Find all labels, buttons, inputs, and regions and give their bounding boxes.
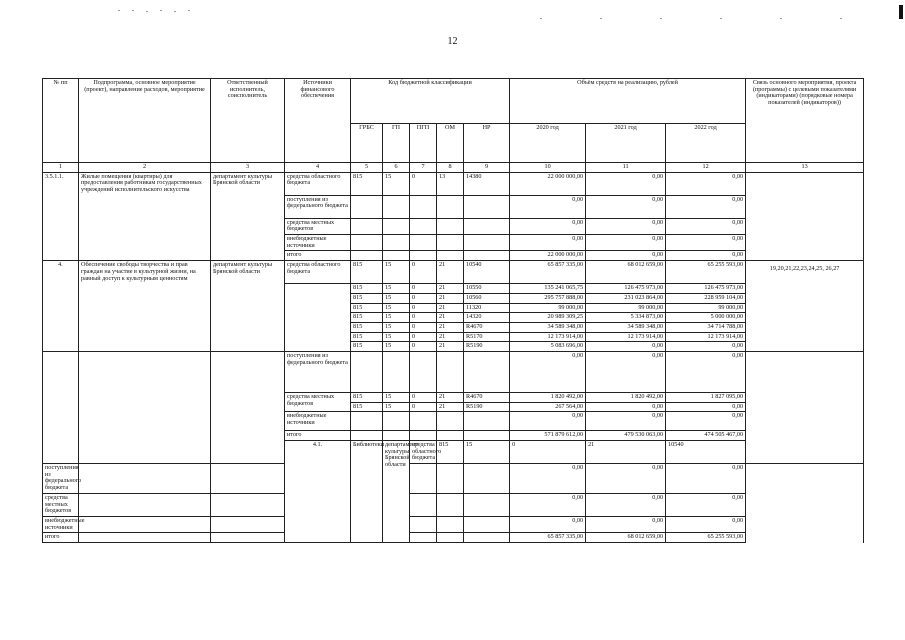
- value-2021: 68 012 659,00: [586, 261, 666, 284]
- source-label: средства областного бюджета: [285, 172, 351, 195]
- total-2020: 65 857 335,00: [510, 533, 586, 543]
- om-cell: 21: [437, 402, 464, 412]
- value-2022: 0,00: [666, 351, 746, 392]
- value-2021: 0,00: [586, 195, 666, 218]
- gp-cell: 15: [383, 322, 410, 332]
- grbs-cell: 815: [351, 261, 383, 284]
- value-2021: 5 334 873,00: [586, 313, 666, 323]
- measure-name: Обеспечение свободы творчества и прав граждан на участие в культурной жизни, на равный доступ к культурным ценностям: [79, 261, 211, 352]
- source-label: внебюджетные источники: [43, 516, 79, 532]
- value-2022: 65 255 593,00: [666, 261, 746, 284]
- value-2021: 0,00: [586, 464, 666, 494]
- pgp-cell: 0: [410, 313, 437, 323]
- responsible-empty: [211, 351, 285, 463]
- total-2022: 474 505 467,00: [666, 431, 746, 441]
- value-2022: 5 000 000,00: [666, 313, 746, 323]
- col-number: 9: [464, 163, 510, 173]
- source-label: итого: [285, 251, 351, 261]
- source-label: итого: [43, 533, 79, 543]
- year-2021-header: 2021 год: [586, 124, 666, 163]
- col-number: 8: [437, 163, 464, 173]
- value-2021: 0,00: [586, 235, 666, 251]
- value-2020: 0,00: [510, 235, 586, 251]
- col-number: 2: [79, 163, 211, 173]
- om-cell: 21: [586, 441, 666, 464]
- value-2020: 20 989 309,25: [510, 313, 586, 323]
- scan-noise: [0, 8, 905, 22]
- col-number: 4: [285, 163, 351, 173]
- row-number-empty: [43, 351, 79, 463]
- om-cell: 21: [437, 284, 464, 294]
- gp-cell: 15: [464, 441, 510, 464]
- grbs-cell: 815: [351, 303, 383, 313]
- value-2021: 99 000,00: [586, 303, 666, 313]
- row-number: 3.5.1.1.: [43, 172, 79, 260]
- gp-header: ГП: [383, 124, 410, 163]
- nr-cell: 10540: [464, 261, 510, 284]
- grbs-cell: 815: [351, 293, 383, 303]
- col-number: 1: [43, 163, 79, 173]
- nr-cell: 14380: [464, 172, 510, 195]
- value-2021: 1 820 492,00: [586, 392, 666, 402]
- value-2021: 0,00: [586, 218, 666, 234]
- pgp-cell: 0: [410, 261, 437, 284]
- source-label: поступления из федерального бюджета: [285, 195, 351, 218]
- col-responsible-header: Ответственный исполнитель, соисполнитель: [211, 79, 285, 163]
- value-2020: 1 820 492,00: [510, 392, 586, 402]
- year-2022-header: 2022 год: [666, 124, 746, 163]
- pgp-cell: 0: [410, 322, 437, 332]
- source-label: средства областного бюджета: [285, 261, 351, 284]
- grbs-cell: 815: [437, 441, 464, 464]
- pgp-cell: 0: [410, 284, 437, 294]
- value-2021: 0,00: [586, 412, 666, 431]
- gp-cell: 15: [383, 261, 410, 284]
- pgp-header: ПГП: [410, 124, 437, 163]
- value-2020: 0,00: [510, 516, 586, 532]
- value-2021: 231 023 864,00: [586, 293, 666, 303]
- indicator-cell: [746, 351, 864, 463]
- gp-cell: 15: [383, 303, 410, 313]
- value-2021: 0,00: [586, 172, 666, 195]
- budget-code-header: Код бюджетной классификации: [351, 79, 510, 124]
- pgp-cell: 0: [410, 392, 437, 402]
- pgp-cell: 0: [410, 172, 437, 195]
- value-2020: 12 173 914,00: [510, 332, 586, 342]
- gp-cell: 15: [383, 172, 410, 195]
- nr-cell: 10540: [666, 441, 746, 464]
- nr-cell: 10560: [464, 293, 510, 303]
- budget-table: [42, 78, 864, 543]
- table-row: [43, 493, 864, 516]
- table-row: [43, 464, 864, 494]
- value-2022: 12 173 914,00: [666, 332, 746, 342]
- nr-cell: 11320: [464, 303, 510, 313]
- pgp-cell: 0: [410, 402, 437, 412]
- value-2020: 135 241 065,75: [510, 284, 586, 294]
- table-row: [43, 261, 864, 284]
- pgp-cell: 0: [410, 332, 437, 342]
- value-2021: 12 173 914,00: [586, 332, 666, 342]
- column-number-row: [43, 163, 864, 173]
- nr-cell: R5170: [464, 332, 510, 342]
- value-2022: 0,00: [666, 402, 746, 412]
- col-number: 7: [410, 163, 437, 173]
- measure-name: Библиотеки: [351, 441, 383, 543]
- value-2020: 295 757 888,00: [510, 293, 586, 303]
- nr-cell: R5190: [464, 342, 510, 352]
- row-number: 4.: [43, 261, 79, 352]
- value-2021: 0,00: [586, 351, 666, 392]
- total-2021: 68 012 659,00: [586, 533, 666, 543]
- scan-edge-mark: [899, 5, 903, 19]
- om-cell: 21: [437, 303, 464, 313]
- gp-cell: 15: [383, 332, 410, 342]
- col-number: 6: [383, 163, 410, 173]
- value-2020: 34 589 348,00: [510, 322, 586, 332]
- source-label: поступления из федерального бюджета: [285, 351, 351, 392]
- responsible-cell: департамент культуры Брянской области: [383, 441, 410, 543]
- value-2022: 99 000,00: [666, 303, 746, 313]
- value-2020: 65 857 335,00: [510, 261, 586, 284]
- om-cell: 21: [437, 293, 464, 303]
- indicator-cell: [746, 172, 864, 260]
- pgp-cell: 0: [510, 441, 586, 464]
- source-label: средства местных бюджетов: [285, 218, 351, 234]
- om-cell: 21: [437, 392, 464, 402]
- source-label: средства местных бюджетов: [43, 493, 79, 516]
- value-2022: 126 475 973,00: [666, 284, 746, 294]
- om-cell: 21: [437, 332, 464, 342]
- source-label: итого: [285, 431, 351, 441]
- grbs-cell: 815: [351, 284, 383, 294]
- om-cell: 21: [437, 322, 464, 332]
- pgp-cell: 0: [410, 342, 437, 352]
- source-label: внебюджетные источники: [285, 235, 351, 251]
- value-2022: 0,00: [666, 342, 746, 352]
- gp-cell: 15: [383, 293, 410, 303]
- value-2022: 0,00: [666, 172, 746, 195]
- value-2021: 34 589 348,00: [586, 322, 666, 332]
- gp-cell: 15: [383, 402, 410, 412]
- value-2020: 22 000 000,00: [510, 172, 586, 195]
- value-2021: 126 475 973,00: [586, 284, 666, 294]
- grbs-cell: 815: [351, 322, 383, 332]
- grbs-header: ГРБС: [351, 124, 383, 163]
- value-2022: 34 714 788,00: [666, 322, 746, 332]
- indicator-cell: 19,20,21,22,23,24,25, 26,27: [746, 261, 864, 352]
- value-2020: 0,00: [510, 195, 586, 218]
- source-label: средства местных бюджетов: [285, 392, 351, 411]
- grbs-cell: 815: [351, 342, 383, 352]
- table-row: [43, 172, 864, 195]
- source-label: внебюджетные источники: [285, 412, 351, 431]
- measure-name: Жилые помещения (квартиры) для предоставления работникам государственных учреждений исполнительского искусства: [79, 172, 211, 260]
- table-row: [43, 516, 864, 532]
- volume-header: Объём средств на реализацию, рублей: [510, 79, 746, 124]
- year-2020-header: 2020 год: [510, 124, 586, 163]
- grbs-cell: 815: [351, 402, 383, 412]
- om-cell: 13: [437, 172, 464, 195]
- value-2022: 0,00: [666, 464, 746, 494]
- grbs-cell: 815: [351, 172, 383, 195]
- grbs-cell: 815: [351, 332, 383, 342]
- value-2022: 0,00: [666, 235, 746, 251]
- pgp-cell: 0: [410, 303, 437, 313]
- value-2022: 0,00: [666, 195, 746, 218]
- value-2021: 0,00: [586, 516, 666, 532]
- source-label-continued: [285, 284, 351, 352]
- col-number: 12: [666, 163, 746, 173]
- value-2020: 267 564,00: [510, 402, 586, 412]
- om-header: ОМ: [437, 124, 464, 163]
- grbs-cell: 815: [351, 313, 383, 323]
- total-2022: 0,00: [666, 251, 746, 261]
- value-2020: 0,00: [510, 464, 586, 494]
- col-number: 3: [211, 163, 285, 173]
- table-row: [43, 351, 864, 392]
- value-2020: 0,00: [510, 493, 586, 516]
- value-2020: 0,00: [510, 351, 586, 392]
- value-2020: 5 083 696,00: [510, 342, 586, 352]
- header-row: [43, 79, 864, 124]
- col-number: 13: [746, 163, 864, 173]
- gp-cell: 15: [383, 342, 410, 352]
- responsible-cell: департамент культуры Брянской области: [211, 261, 285, 352]
- gp-cell: 15: [383, 392, 410, 402]
- table-row: [43, 533, 864, 543]
- value-2020: 99 000,00: [510, 303, 586, 313]
- responsible-cell: департамент культуры Брянской области: [211, 172, 285, 260]
- value-2021: 0,00: [586, 493, 666, 516]
- source-label: поступления из федерального бюджета: [43, 464, 79, 494]
- col-number: 5: [351, 163, 383, 173]
- value-2021: 0,00: [586, 342, 666, 352]
- nr-cell: R4670: [464, 322, 510, 332]
- value-2022: 0,00: [666, 412, 746, 431]
- total-2020: 571 879 612,00: [510, 431, 586, 441]
- value-2020: 0,00: [510, 218, 586, 234]
- value-2020: 0,00: [510, 412, 586, 431]
- nr-header: НР: [464, 124, 510, 163]
- col-num-header: № пп: [43, 79, 79, 163]
- nr-cell: R4670: [464, 392, 510, 402]
- value-2022: 0,00: [666, 493, 746, 516]
- value-2021: 0,00: [586, 402, 666, 412]
- page-number: 12: [447, 36, 458, 47]
- value-2022: 1 827 095,00: [666, 392, 746, 402]
- value-2022: 0,00: [666, 516, 746, 532]
- nr-cell: R5190: [464, 402, 510, 412]
- om-cell: 21: [437, 313, 464, 323]
- nr-cell: 14320: [464, 313, 510, 323]
- om-cell: 21: [437, 342, 464, 352]
- om-cell: 21: [437, 261, 464, 284]
- grbs-cell: 815: [351, 392, 383, 402]
- col-number: 11: [586, 163, 666, 173]
- total-2020: 22 000 000,00: [510, 251, 586, 261]
- source-label: средства областного бюджета: [410, 441, 437, 464]
- nr-cell: 10550: [464, 284, 510, 294]
- col-subprogram-header: Подпрограмма, основное мероприятие (проект), направление расходов, мероприятие: [79, 79, 211, 163]
- measure-name-empty: [79, 351, 211, 463]
- value-2022: 228 959 104,00: [666, 293, 746, 303]
- total-2022: 65 255 593,00: [666, 533, 746, 543]
- total-2021: 0,00: [586, 251, 666, 261]
- col-number: 10: [510, 163, 586, 173]
- pgp-cell: 0: [410, 293, 437, 303]
- gp-cell: 15: [383, 313, 410, 323]
- col-sources-header: Источники финансового обеспечения: [285, 79, 351, 163]
- gp-cell: 15: [383, 284, 410, 294]
- row-number: 4.1.: [285, 441, 351, 543]
- total-2021: 479 530 063,00: [586, 431, 666, 441]
- col-link-header: Связь основного мероприятия, проекта (программы) с целевыми показателями (индикаторами) (порядковые номера показателей (индикаторов)): [746, 79, 864, 163]
- value-2022: 0,00: [666, 218, 746, 234]
